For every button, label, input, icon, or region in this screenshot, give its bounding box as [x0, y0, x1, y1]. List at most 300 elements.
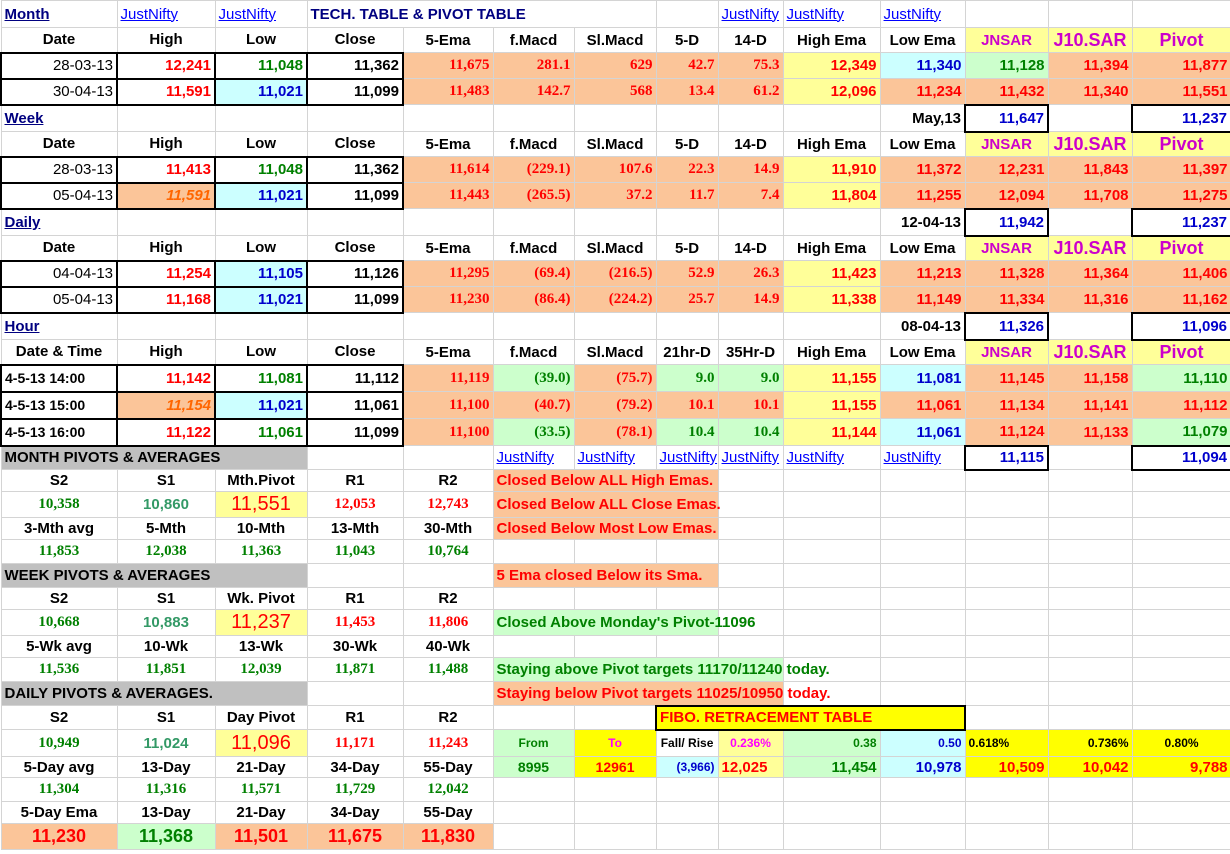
week-target-jnsar: 11,647	[965, 105, 1048, 132]
fibo-level-label: 0.50	[880, 730, 965, 757]
status-message: Closed Below Most Low Emas.	[493, 518, 718, 540]
low-ema-cell: 11,234	[880, 79, 965, 105]
fmacd-cell: (39.0)	[493, 365, 574, 392]
daily-target-pivot: 11,237	[1132, 209, 1230, 236]
ema-label: 34-Day	[307, 802, 403, 824]
pivot-r2-value: 12,743	[403, 492, 493, 518]
hour-target2-jnsar: 11,115	[965, 446, 1048, 470]
d5-cell: 11.7	[656, 183, 718, 209]
avg-label: 13-Day	[117, 757, 215, 778]
fibo-level-value: 10,509	[965, 757, 1048, 778]
close-cell: 11,099	[307, 183, 403, 209]
week-target-pivot: 11,237	[1132, 105, 1230, 132]
pivot-s2-value: 10,668	[1, 610, 117, 636]
col-slmacd: Sl.Macd	[574, 236, 656, 261]
col-slmacd: Sl.Macd	[574, 340, 656, 365]
j10sar-cell: 11,316	[1048, 287, 1132, 313]
high-cell: 11,591	[117, 183, 215, 209]
d14-cell: 14.9	[718, 157, 783, 183]
pivot-r1-label: R1	[307, 470, 403, 492]
low-ema-cell: 11,081	[880, 365, 965, 392]
daily-target-label: 12-04-13	[880, 209, 965, 236]
slmacd-cell: (75.7)	[574, 365, 656, 392]
fibo-fall-rise-label: Fall/ Rise	[656, 730, 718, 757]
hr35-cell: 10.1	[718, 392, 783, 419]
pivot-r2-label: R2	[403, 470, 493, 492]
status-message: Closed Above Monday's Pivot-11096	[493, 610, 718, 636]
high-ema-cell: 11,155	[783, 392, 880, 419]
col-5d: 5-D	[656, 132, 718, 157]
high-ema-cell: 11,144	[783, 419, 880, 446]
slmacd-cell: (78.1)	[574, 419, 656, 446]
fmacd-cell: (265.5)	[493, 183, 574, 209]
justnifty-link[interactable]: JustNifty	[574, 446, 656, 470]
ema5-cell: 11,483	[403, 79, 493, 105]
d14-cell: 26.3	[718, 261, 783, 287]
pivot-main-label: Mth.Pivot	[215, 470, 307, 492]
col-low-ema: Low Ema	[880, 28, 965, 53]
week-avg-values-row	[1, 658, 1230, 682]
col-low: Low	[215, 132, 307, 157]
week-row	[1, 183, 1230, 209]
pivot-cell: 11,079	[1132, 419, 1230, 446]
col-date: Date	[1, 132, 117, 157]
hour-row	[1, 365, 1230, 392]
low-ema-cell: 11,061	[880, 419, 965, 446]
justnifty-link[interactable]: JustNifty	[880, 1, 965, 28]
col-low: Low	[215, 28, 307, 53]
fibo-level-value: 12,025	[718, 757, 783, 778]
high-cell: 11,154	[117, 392, 215, 419]
daily-avg-values-row	[1, 778, 1230, 802]
pivot-s1-label: S1	[117, 470, 215, 492]
month-pivots-title: MONTH PIVOTS & AVERAGES	[1, 446, 307, 470]
avg-value: 10,764	[403, 540, 493, 564]
high-cell: 11,142	[117, 365, 215, 392]
col-j10sar: J10.SAR	[1048, 340, 1132, 365]
date-cell: 30-04-13	[1, 79, 117, 105]
justnifty-link[interactable]: JustNifty	[718, 1, 783, 28]
pivot-s1-label: S1	[117, 706, 215, 730]
status-message: Staying above Pivot targets 11170/11240 today.	[493, 658, 783, 682]
j10sar-cell: 11,141	[1048, 392, 1132, 419]
j10sar-cell: 11,364	[1048, 261, 1132, 287]
col-date: Date	[1, 28, 117, 53]
slmacd-cell: 568	[574, 79, 656, 105]
jnsar-cell: 11,432	[965, 79, 1048, 105]
pivot-cell: 11,877	[1132, 53, 1230, 79]
week-target-label: May,13	[880, 105, 965, 132]
pivot-s1-label: S1	[117, 588, 215, 610]
low-cell: 11,105	[215, 261, 307, 287]
col-ema5: 5-Ema	[403, 340, 493, 365]
col-ema5: 5-Ema	[403, 236, 493, 261]
daily-row	[1, 287, 1230, 313]
d14-cell: 61.2	[718, 79, 783, 105]
col-date-time: Date & Time	[1, 340, 117, 365]
hour-target-label: 08-04-13	[880, 313, 965, 340]
justnifty-link[interactable]: JustNifty	[718, 446, 783, 470]
high-ema-cell: 12,349	[783, 53, 880, 79]
pivot-r1-value: 11,171	[307, 730, 403, 757]
month-header-row	[1, 28, 1230, 53]
close-cell: 11,362	[307, 53, 403, 79]
fibo-level-value: 10,042	[1048, 757, 1132, 778]
ema-value: 11,368	[117, 824, 215, 850]
low-ema-cell: 11,213	[880, 261, 965, 287]
pivot-cell: 11,275	[1132, 183, 1230, 209]
hr21-cell: 10.1	[656, 392, 718, 419]
pivot-r2-value: 11,806	[403, 610, 493, 636]
daily-target-jnsar: 11,942	[965, 209, 1048, 236]
hour-row	[1, 419, 1230, 446]
avg-label: 21-Day	[215, 757, 307, 778]
col-close: Close	[307, 132, 403, 157]
col-ema5: 5-Ema	[403, 132, 493, 157]
ema-label: 21-Day	[215, 802, 307, 824]
daily-header-row	[1, 236, 1230, 261]
date-cell: 05-04-13	[1, 287, 117, 313]
fmacd-cell: (69.4)	[493, 261, 574, 287]
col-close: Close	[307, 340, 403, 365]
pivot-s1-value: 10,883	[117, 610, 215, 636]
col-5d: 5-D	[656, 28, 718, 53]
low-cell: 11,021	[215, 392, 307, 419]
col-j10sar: J10.SAR	[1048, 236, 1132, 261]
col-21hr: 21hr-D	[656, 340, 718, 365]
ema-label: 5-Day Ema	[1, 802, 117, 824]
low-cell: 11,021	[215, 183, 307, 209]
avg-label: 13-Wk	[215, 636, 307, 658]
col-jnsar: JNSAR	[965, 340, 1048, 365]
daily-pivot-header-row	[1, 706, 1230, 730]
col-j10sar: J10.SAR	[1048, 132, 1132, 157]
slmacd-cell: (216.5)	[574, 261, 656, 287]
ema5-cell: 11,230	[403, 287, 493, 313]
avg-value: 11,729	[307, 778, 403, 802]
justnifty-link[interactable]: JustNifty	[880, 446, 965, 470]
fmacd-cell: 281.1	[493, 53, 574, 79]
fibo-to-value: 12961	[574, 757, 656, 778]
pivot-r1-label: R1	[307, 588, 403, 610]
d14-cell: 75.3	[718, 53, 783, 79]
fibo-fall-rise-value: (3,966)	[656, 757, 718, 778]
daily-ema-values-row	[1, 824, 1230, 850]
avg-label: 3-Mth avg	[1, 518, 117, 540]
col-high-ema: High Ema	[783, 236, 880, 261]
avg-value: 11,304	[1, 778, 117, 802]
j10sar-cell: 11,843	[1048, 157, 1132, 183]
avg-value: 11,488	[403, 658, 493, 682]
status-message: Closed Below ALL High Emas.	[493, 470, 718, 492]
ema5-cell: 11,100	[403, 419, 493, 446]
pivot-s2-label: S2	[1, 470, 117, 492]
pivot-r1-value: 11,453	[307, 610, 403, 636]
low-cell: 11,048	[215, 53, 307, 79]
ema-value: 11,830	[403, 824, 493, 850]
d5-cell: 22.3	[656, 157, 718, 183]
justnifty-link[interactable]: JustNifty	[117, 1, 215, 28]
fibo-level-value: 11,454	[783, 757, 880, 778]
pivot-cell: 11,112	[1132, 392, 1230, 419]
j10sar-cell: 11,340	[1048, 79, 1132, 105]
pivot-main-label: Wk. Pivot	[215, 588, 307, 610]
hour-target-pivot: 11,096	[1132, 313, 1230, 340]
slmacd-cell: 629	[574, 53, 656, 79]
hour-target-jnsar: 11,326	[965, 313, 1048, 340]
date-cell: 28-03-13	[1, 53, 117, 79]
ema5-cell: 11,119	[403, 365, 493, 392]
jnsar-cell: 11,334	[965, 287, 1048, 313]
daily-pivots-title: DAILY PIVOTS & AVERAGES.	[1, 682, 307, 706]
hour-header-row	[1, 340, 1230, 365]
col-jnsar: JNSAR	[965, 236, 1048, 261]
col-close: Close	[307, 28, 403, 53]
pivot-r1-label: R1	[307, 706, 403, 730]
datetime-cell: 4-5-13 14:00	[1, 365, 117, 392]
jnsar-cell: 11,134	[965, 392, 1048, 419]
fibo-level-label: 0.80%	[1132, 730, 1230, 757]
jnsar-cell: 12,231	[965, 157, 1048, 183]
avg-value: 11,043	[307, 540, 403, 564]
pivot-main-value: 11,551	[215, 492, 307, 518]
pivot-cell: 11,406	[1132, 261, 1230, 287]
pivot-s2-label: S2	[1, 706, 117, 730]
j10sar-cell: 11,708	[1048, 183, 1132, 209]
col-ema5: 5-Ema	[403, 28, 493, 53]
month-row	[1, 79, 1230, 105]
justnifty-link[interactable]: JustNifty	[783, 1, 880, 28]
week-row	[1, 157, 1230, 183]
low-ema-cell: 11,340	[880, 53, 965, 79]
col-high: High	[117, 236, 215, 261]
daily-row	[1, 261, 1230, 287]
date-cell: 05-04-13	[1, 183, 117, 209]
low-cell: 11,021	[215, 79, 307, 105]
month-pivot-values-row	[1, 492, 1230, 518]
week-section-label: Week	[1, 105, 117, 132]
high-ema-cell: 11,804	[783, 183, 880, 209]
high-cell: 11,122	[117, 419, 215, 446]
high-ema-cell: 12,096	[783, 79, 880, 105]
hr21-cell: 10.4	[656, 419, 718, 446]
daily-section-label: Daily	[1, 209, 117, 236]
d14-cell: 14.9	[718, 287, 783, 313]
month-avg-header-row	[1, 518, 1230, 540]
col-pivot: Pivot	[1132, 132, 1230, 157]
col-fmacd: f.Macd	[493, 236, 574, 261]
fibo-title: FIBO. RETRACEMENT TABLE	[656, 706, 965, 730]
daily-ema-header-row	[1, 802, 1230, 824]
ema5-cell: 11,295	[403, 261, 493, 287]
j10sar-cell: 11,158	[1048, 365, 1132, 392]
close-cell: 11,126	[307, 261, 403, 287]
avg-value: 11,851	[117, 658, 215, 682]
hour-row	[1, 392, 1230, 419]
high-cell: 11,591	[117, 79, 215, 105]
col-low: Low	[215, 236, 307, 261]
hr21-cell: 9.0	[656, 365, 718, 392]
avg-label: 30-Wk	[307, 636, 403, 658]
ema5-cell: 11,614	[403, 157, 493, 183]
fmacd-cell: (33.5)	[493, 419, 574, 446]
fibo-level-label: 0.38	[783, 730, 880, 757]
high-ema-cell: 11,155	[783, 365, 880, 392]
fmacd-cell: (40.7)	[493, 392, 574, 419]
col-low: Low	[215, 340, 307, 365]
fibo-level-label: 0.236%	[718, 730, 783, 757]
avg-value: 11,536	[1, 658, 117, 682]
fmacd-cell: (86.4)	[493, 287, 574, 313]
justnifty-link[interactable]: JustNifty	[215, 1, 307, 28]
ema-value: 11,501	[215, 824, 307, 850]
pivot-s1-value: 10,860	[117, 492, 215, 518]
pivot-r2-label: R2	[403, 588, 493, 610]
col-high-ema: High Ema	[783, 340, 880, 365]
col-fmacd: f.Macd	[493, 28, 574, 53]
pivot-cell: 11,110	[1132, 365, 1230, 392]
fibo-level-label: 0.736%	[1048, 730, 1132, 757]
pivot-s2-value: 10,949	[1, 730, 117, 757]
col-14d: 14-D	[718, 236, 783, 261]
low-cell: 11,081	[215, 365, 307, 392]
avg-label: 5-Wk avg	[1, 636, 117, 658]
avg-value: 11,853	[1, 540, 117, 564]
month-row	[1, 53, 1230, 79]
daily-pivot-values-row	[1, 730, 1230, 757]
col-high: High	[117, 340, 215, 365]
datetime-cell: 4-5-13 15:00	[1, 392, 117, 419]
col-slmacd: Sl.Macd	[574, 28, 656, 53]
status-message: Closed Below ALL Close Emas.	[493, 492, 718, 518]
fibo-level-value: 10,978	[880, 757, 965, 778]
high-cell: 12,241	[117, 53, 215, 79]
d5-cell: 42.7	[656, 53, 718, 79]
avg-label: 40-Wk	[403, 636, 493, 658]
fibo-level-value: 9,788	[1132, 757, 1230, 778]
col-high: High	[117, 132, 215, 157]
pivot-s1-value: 11,024	[117, 730, 215, 757]
high-cell: 11,254	[117, 261, 215, 287]
avg-label: 5-Day avg	[1, 757, 117, 778]
close-cell: 11,099	[307, 79, 403, 105]
week-avg-header-row	[1, 636, 1230, 658]
jnsar-cell: 11,328	[965, 261, 1048, 287]
pivot-main-value: 11,096	[215, 730, 307, 757]
pivot-r2-value: 11,243	[403, 730, 493, 757]
month-section-label: Month	[1, 1, 117, 28]
col-pivot: Pivot	[1132, 340, 1230, 365]
low-ema-cell: 11,149	[880, 287, 965, 313]
pivot-s2-value: 10,358	[1, 492, 117, 518]
slmacd-cell: 107.6	[574, 157, 656, 183]
week-pivot-values-row	[1, 610, 1230, 636]
col-date: Date	[1, 236, 117, 261]
status-message: 5 Ema closed Below its Sma.	[493, 564, 718, 588]
close-cell: 11,362	[307, 157, 403, 183]
pivot-main-label: Day Pivot	[215, 706, 307, 730]
col-jnsar: JNSAR	[965, 28, 1048, 53]
jnsar-cell: 11,145	[965, 365, 1048, 392]
ema-value: 11,675	[307, 824, 403, 850]
hr35-cell: 9.0	[718, 365, 783, 392]
fibo-to-label: To	[574, 730, 656, 757]
col-close: Close	[307, 236, 403, 261]
jnsar-cell: 11,124	[965, 419, 1048, 446]
daily-avg-header-row	[1, 757, 1230, 778]
d14-cell: 7.4	[718, 183, 783, 209]
high-cell: 11,413	[117, 157, 215, 183]
justnifty-link[interactable]: JustNifty	[493, 446, 574, 470]
col-14d: 14-D	[718, 132, 783, 157]
ema5-cell: 11,100	[403, 392, 493, 419]
high-ema-cell: 11,423	[783, 261, 880, 287]
low-cell: 11,048	[215, 157, 307, 183]
slmacd-cell: (79.2)	[574, 392, 656, 419]
col-high-ema: High Ema	[783, 28, 880, 53]
page-title: TECH. TABLE & PIVOT TABLE	[307, 1, 656, 28]
fmacd-cell: (229.1)	[493, 157, 574, 183]
d5-cell: 25.7	[656, 287, 718, 313]
high-ema-cell: 11,338	[783, 287, 880, 313]
pivot-s2-label: S2	[1, 588, 117, 610]
col-5d: 5-D	[656, 236, 718, 261]
low-cell: 11,021	[215, 287, 307, 313]
col-35hr: 35Hr-D	[718, 340, 783, 365]
close-cell: 11,112	[307, 365, 403, 392]
hour-section-label: Hour	[1, 313, 117, 340]
jnsar-cell: 11,128	[965, 53, 1048, 79]
col-low-ema: Low Ema	[880, 236, 965, 261]
col-fmacd: f.Macd	[493, 132, 574, 157]
avg-label: 34-Day	[307, 757, 403, 778]
avg-label: 55-Day	[403, 757, 493, 778]
week-pivot-header-row	[1, 588, 1230, 610]
avg-value: 11,871	[307, 658, 403, 682]
week-pivots-title: WEEK PIVOTS & AVERAGES	[1, 564, 307, 588]
close-cell: 11,099	[307, 287, 403, 313]
avg-label: 30-Mth	[403, 518, 493, 540]
high-ema-cell: 11,910	[783, 157, 880, 183]
col-low-ema: Low Ema	[880, 132, 965, 157]
avg-value: 11,363	[215, 540, 307, 564]
col-jnsar: JNSAR	[965, 132, 1048, 157]
col-high-ema: High Ema	[783, 132, 880, 157]
low-ema-cell: 11,372	[880, 157, 965, 183]
j10sar-cell: 11,133	[1048, 419, 1132, 446]
pivot-cell: 11,551	[1132, 79, 1230, 105]
avg-value: 12,039	[215, 658, 307, 682]
ema-label: 55-Day	[403, 802, 493, 824]
week-header-row	[1, 132, 1230, 157]
month-pivot-header-row	[1, 470, 1230, 492]
hr35-cell: 10.4	[718, 419, 783, 446]
low-ema-cell: 11,255	[880, 183, 965, 209]
fmacd-cell: 142.7	[493, 79, 574, 105]
avg-value: 11,316	[117, 778, 215, 802]
ema-value: 11,230	[1, 824, 117, 850]
avg-value: 12,038	[117, 540, 215, 564]
justnifty-link[interactable]: JustNifty	[783, 446, 880, 470]
col-j10sar: J10.SAR	[1048, 28, 1132, 53]
pivot-cell: 11,162	[1132, 287, 1230, 313]
justnifty-link[interactable]: JustNifty	[656, 446, 718, 470]
pivot-r2-label: R2	[403, 706, 493, 730]
low-ema-cell: 11,061	[880, 392, 965, 419]
pivot-main-value: 11,237	[215, 610, 307, 636]
avg-label: 10-Mth	[215, 518, 307, 540]
avg-label: 10-Wk	[117, 636, 215, 658]
